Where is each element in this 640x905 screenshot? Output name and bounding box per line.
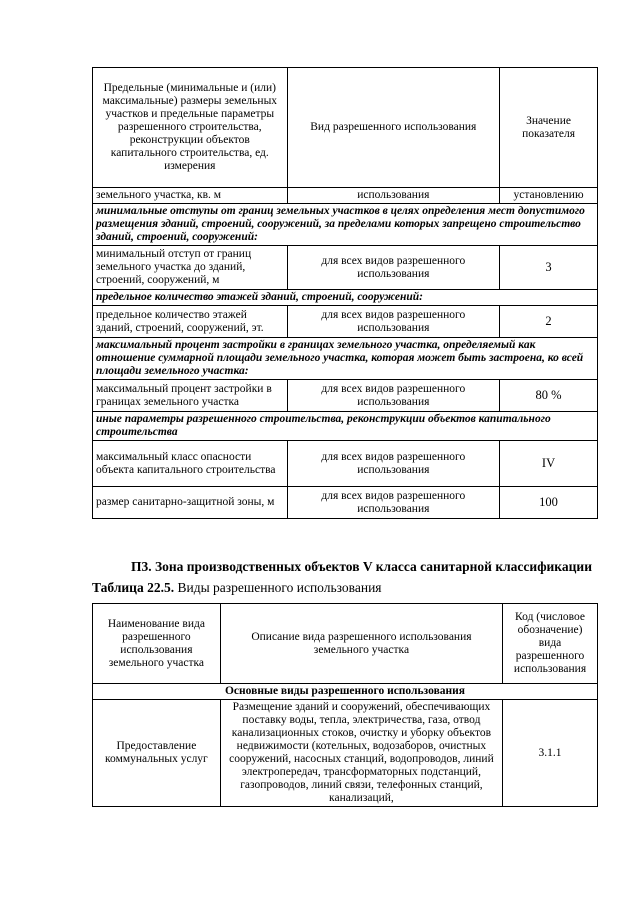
cell-use-type: для всех видов разрешенного использования (287, 306, 500, 338)
cell-description: Размещение зданий и сооружений, обеспечивающих поставку воды, тепла, электричества, газа, отвод канализационных стоков, очистку и уборку объектов недвижимости (котельных, водозаборов, очистных сооружений, насосных станций, водопроводов, линий электропередач, трансформаторных подстанций, газопроводов, линий связи, телефонных станций, канализаций, (220, 700, 502, 807)
cell-use-name: Предоставление коммунальных услуг (93, 700, 221, 807)
section-row (93, 290, 598, 306)
cell-value: IV (500, 441, 598, 487)
land-use-table-wrapper (92, 603, 598, 833)
section-heading-main-uses: Основные виды разрешенного использования (93, 684, 598, 700)
cell-parameter: предельное количество этажей зданий, строений, сооружений, эт. (93, 306, 288, 338)
cell-use-type: для всех видов разрешенного использования (287, 246, 500, 290)
section-title: П3. Зона производственных объектов V класса санитарной классификации (131, 559, 592, 574)
table-row (93, 380, 598, 412)
table-caption (92, 580, 382, 596)
table-row (93, 306, 598, 338)
cell-use-type: для всех видов разрешенного использования (287, 487, 500, 519)
table-header-row (93, 604, 598, 684)
section-row (93, 412, 598, 441)
header-cell-value: Значение показателя (500, 68, 598, 188)
table-row (93, 441, 598, 487)
header-cell-use-type: Вид разрешенного использования (287, 68, 500, 188)
header-cell-description: Описание вида разрешенного использования земельного участка (220, 604, 502, 684)
table-row (93, 700, 598, 807)
parameters-table (92, 67, 598, 519)
cell-code: 3.1.1 (503, 700, 598, 807)
cell-value: 2 (500, 306, 598, 338)
cell-use-type: использования (287, 188, 500, 204)
land-use-table (92, 603, 598, 807)
cell-value: 100 (500, 487, 598, 519)
cell-value: установлению (500, 188, 598, 204)
table-caption-text: Виды разрешенного использования (174, 580, 382, 595)
section-heading-other: иные параметры разрешенного строительства, реконструкции объектов капитального строительства (93, 412, 598, 441)
cell-parameter: земельного участка, кв. м (93, 188, 288, 204)
cell-value: 3 (500, 246, 598, 290)
section-row (93, 338, 598, 380)
header-cell-code: Код (числовое обозначение) вида разрешенного использования (503, 604, 598, 684)
cell-use-type: для всех видов разрешенного использования (287, 380, 500, 412)
cell-parameter: максимальный класс опасности объекта капитального строительства (93, 441, 288, 487)
table-caption-number: Таблица 22.5. (92, 580, 175, 595)
cell-use-type: для всех видов разрешенного использования (287, 441, 500, 487)
table-row (93, 487, 598, 519)
section-row (93, 204, 598, 246)
section-heading-floors: предельное количество этажей зданий, строений, сооружений: (93, 290, 598, 306)
section-heading-setbacks: минимальные отступы от границ земельных участков в целях определения мест допустимого размещения зданий, строений, сооружений, за пределами которых запрещено строительство зданий, строений, сооружений: (93, 204, 598, 246)
cell-parameter: минимальный отступ от границ земельного участка до зданий, строений, сооружений, м (93, 246, 288, 290)
cell-parameter: размер санитарно-защитной зоны, м (93, 487, 288, 519)
cell-parameter: максимальный процент застройки в границах земельного участка (93, 380, 288, 412)
table-header-row (93, 68, 598, 188)
table-row (93, 246, 598, 290)
section-row (93, 684, 598, 700)
table-row (93, 188, 598, 204)
header-cell-use-name: Наименование вида разрешенного использования земельного участка (93, 604, 221, 684)
cell-value: 80 % (500, 380, 598, 412)
section-heading-coverage: максимальный процент застройки в границах земельного участка, определяемый как отношение суммарной площади земельного участка, которая может быть застроена, ко всей площади земельного участка: (93, 338, 598, 380)
header-cell-parameters: Предельные (минимальные и (или) максимальные) размеры земельных участков и предельные параметры разрешенного строительства, реконструкции объектов капитального строительства, ед. измерения (93, 68, 288, 188)
